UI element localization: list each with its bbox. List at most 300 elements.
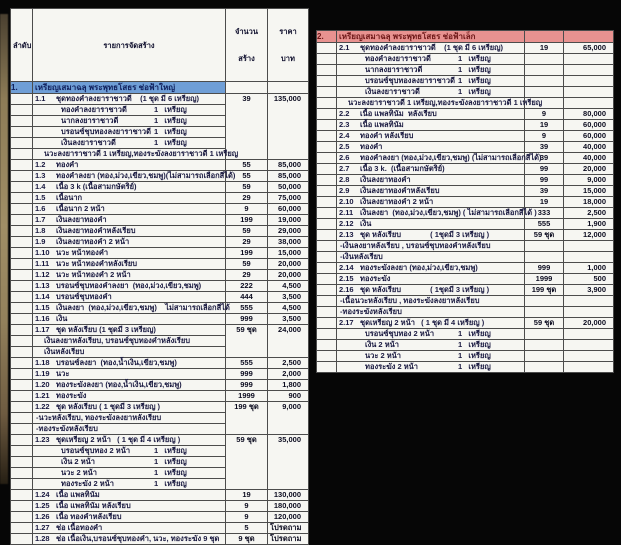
item-number: 2.4 — [339, 131, 350, 140]
item-number: 2.17 — [339, 318, 354, 327]
item-number: 1.20 — [35, 380, 50, 389]
item-note: -นวะหลังเรียบ, ทองระฆังลงยาหลังเรียบ — [33, 413, 226, 424]
item-cell — [33, 270, 226, 281]
price-cell: 20,000 — [268, 270, 309, 281]
item-label: เงินลงยาทองคำหลังเรียบ — [56, 226, 136, 235]
order-cell — [317, 362, 337, 373]
item-cell — [337, 142, 525, 153]
item-label: ช่อ เนื้อทองคำ — [56, 523, 103, 532]
price-cell: 1,000 — [564, 263, 614, 274]
item-label: ทองระฆังลงยา (ทอง,น้ำเงิน,เขียว,ชมพู) — [56, 380, 182, 389]
item-cell — [337, 197, 525, 208]
col-header-price — [268, 9, 309, 82]
item-label: ทองคำ — [360, 142, 383, 151]
price-cell: 60,000 — [268, 204, 309, 215]
table-row — [317, 285, 614, 296]
qty-cell — [525, 362, 564, 373]
col-header-qty — [226, 9, 268, 82]
item-number: 2.1 — [339, 43, 350, 52]
item-number: 2.5 — [339, 142, 350, 151]
table-row — [11, 358, 309, 369]
qty-cell: 39 — [525, 186, 564, 197]
item-cell — [33, 512, 226, 523]
item-number: 2.14 — [339, 263, 354, 272]
order-cell — [11, 292, 33, 303]
table-row — [11, 182, 309, 193]
item-number: 1.6 — [35, 204, 46, 213]
item-label: เนื้อ แพลทินัม หลังเรียบ — [360, 109, 437, 118]
item-number: 1.19 — [35, 369, 50, 378]
item-cell — [33, 446, 226, 457]
price-cell — [564, 241, 614, 252]
order-cell — [11, 435, 33, 446]
qty-cell: 999 — [226, 314, 268, 325]
qty-cell: 1999 — [525, 274, 564, 285]
item-number: 1.12 — [35, 270, 50, 279]
col-header-item: รายการจัดสร้าง — [33, 9, 226, 82]
item-cell — [337, 230, 525, 241]
item-label: เงิน 2 หน้า — [365, 340, 399, 349]
item-label: ช่อ เนื้อเงิน,บรอนซ์ชุบทองคำ, นวะ, ทองระฆัง 9 ชุด — [56, 534, 220, 543]
qty-cell: 222 — [226, 281, 268, 292]
table-row — [11, 292, 309, 303]
item-label: บรอนซ์ลงยา (ทอง,น้ำเงิน,เขียว,ชมพู) — [56, 358, 177, 367]
item-label: เงิน — [56, 314, 68, 323]
price-cell — [564, 340, 614, 351]
item-number: 1.13 — [35, 281, 50, 290]
item-label: นวะ หน้าทองคำ 2 หน้า — [56, 270, 131, 279]
section-empty-qty — [525, 31, 564, 43]
table-row — [317, 296, 614, 307]
table-row — [11, 226, 309, 237]
qty-cell: 199 — [226, 215, 268, 226]
table-row — [317, 318, 614, 329]
table-row — [317, 219, 614, 230]
section-number: 2. — [317, 31, 337, 43]
table-row — [317, 175, 614, 186]
price-cell: 500 — [564, 274, 614, 285]
order-cell — [317, 76, 337, 87]
item-cell — [33, 215, 226, 226]
section-number: 1. — [11, 82, 33, 94]
item-label: นวะ หน้าทองคำหลังเรียบ — [56, 259, 138, 268]
qty-cell: 5 — [226, 523, 268, 534]
order-cell — [317, 241, 337, 252]
item-label: ชุดทองคำลงยาราชาวดี (1 ชุด มี 6 เหรียญ) — [56, 94, 200, 103]
item-number: 2.16 — [339, 285, 354, 294]
qty-cell: 39 — [525, 153, 564, 164]
price-cell: 65,000 — [564, 43, 614, 54]
item-cell — [33, 369, 226, 380]
price-cell: 20,000 — [564, 318, 614, 329]
table-row — [11, 402, 309, 413]
order-cell — [11, 523, 33, 534]
qty-cell: 9 — [226, 512, 268, 523]
item-label: เงินลงยาทองคำ — [360, 175, 411, 184]
qty-cell: 999 — [525, 263, 564, 274]
item-cell — [337, 109, 525, 120]
order-cell — [317, 340, 337, 351]
order-cell — [317, 186, 337, 197]
table-row — [11, 237, 309, 248]
order-cell — [317, 164, 337, 175]
table-row — [317, 43, 614, 54]
item-number: 1.14 — [35, 292, 50, 301]
price-cell: 9,000 — [268, 402, 309, 435]
order-cell — [11, 501, 33, 512]
price-cell: 19,000 — [268, 215, 309, 226]
table-row — [11, 303, 309, 314]
item-number: 1.10 — [35, 248, 50, 257]
order-cell — [317, 351, 337, 362]
section-title: เหรียญเสมาฉลุ พระพุทธโสธร ช่อฟ้าเล็ก — [337, 31, 525, 43]
qty-cell — [525, 340, 564, 351]
item-number: 2.10 — [339, 197, 354, 206]
item-cell — [33, 402, 226, 413]
item-label: เงินลงยาทองคำ — [56, 215, 107, 224]
table-row — [11, 94, 309, 105]
order-cell — [11, 259, 33, 270]
item-label: ชุด หลังเรียบ ( 1 ชุดมี 3 เหรียญ ) — [56, 402, 161, 411]
qty-cell: 9 — [226, 501, 268, 512]
item-cell — [33, 138, 226, 149]
item-cell — [337, 120, 525, 131]
item-cell — [33, 490, 226, 501]
item-label: ทองระฆัง 2 หน้า — [61, 479, 115, 488]
item-count: 1 เหรียญ — [458, 65, 491, 74]
order-cell — [11, 336, 33, 347]
price-cell: 38,000 — [268, 237, 309, 248]
item-label: เนื้อ 3 k (เนื้อสามกษัตริย์) — [56, 182, 137, 191]
item-number: 1.7 — [35, 215, 46, 224]
item-label: เนื้อ 3 k. (เนื้อสามกษัตริย์) — [360, 164, 445, 173]
table-row — [317, 340, 614, 351]
item-count: 1 เหรียญ — [458, 340, 491, 349]
item-cell — [337, 318, 525, 329]
item-label: ทองคำลงยา (ทอง,ม่วง,เขียว,ชมพู)(ไม่สามารถเลือกสีได้) — [56, 171, 236, 180]
item-cell — [33, 94, 226, 105]
col-header-price-line2: บาท — [281, 54, 295, 63]
item-note: นวะลงยาราชาวดี 1 เหรียญ,ทองระฆังลงยาราชาวดี 1 เหรียญ — [337, 98, 525, 109]
price-table-small-coins — [316, 30, 614, 373]
item-label: เนื้อ แพลทินัม หลังเรียบ — [56, 501, 131, 510]
table-row — [317, 54, 614, 65]
item-note: -เงินลงยาหลังเรียบ , บรอนซ์ชุบทองคำหลังเรียบ — [337, 241, 525, 252]
qty-cell: 59 — [226, 182, 268, 193]
item-cell — [33, 457, 226, 468]
table-row — [317, 274, 614, 285]
item-cell — [337, 285, 525, 296]
item-cell — [33, 116, 226, 127]
table-row — [11, 248, 309, 259]
item-count: 1 เหรียญ — [458, 351, 491, 360]
order-cell — [11, 457, 33, 468]
price-cell: 180,000 — [268, 501, 309, 512]
qty-cell — [525, 252, 564, 263]
item-label: เงินลงยาราชาวดี — [61, 138, 116, 147]
item-label: เนื้อนาก — [56, 193, 83, 202]
order-cell — [11, 149, 33, 160]
order-cell — [317, 318, 337, 329]
order-cell — [11, 512, 33, 523]
item-cell — [33, 259, 226, 270]
qty-cell — [525, 54, 564, 65]
table-row — [11, 512, 309, 523]
item-label: เงินลงยา (ทอง,ม่วง,เขียว,ชมพู) ( ไม่สามารถเลือกสีได้ ) — [360, 208, 537, 217]
order-cell — [317, 120, 337, 131]
qty-cell — [525, 76, 564, 87]
table-row — [317, 87, 614, 98]
item-label: เงินลงยาทองคำ 2 หน้า — [56, 237, 130, 246]
item-cell — [337, 362, 525, 373]
item-label: ชุด หลังเรียบ ( 1ชุดมี 3 เหรียญ ) — [360, 230, 490, 239]
item-label: ทองระฆังลงยา (ทอง,ม่วง,เขียว,ชมพู) — [360, 263, 478, 272]
order-cell — [11, 490, 33, 501]
qty-cell: 59 — [226, 259, 268, 270]
item-label: ชุดทองคำลงยาราชาวดี (1 ชุด มี 6 เหรียญ) — [360, 43, 504, 52]
qty-cell — [525, 65, 564, 76]
order-cell — [317, 54, 337, 65]
item-label: บรอนซ์ชุบทองคำ — [56, 292, 112, 301]
item-number: 1.22 — [35, 402, 50, 411]
order-cell — [11, 105, 33, 116]
table-row — [11, 215, 309, 226]
order-cell — [11, 446, 33, 457]
item-cell — [337, 43, 525, 54]
item-note: -เงินหลังเรียบ — [337, 252, 525, 263]
order-cell — [11, 270, 33, 281]
item-cell — [33, 292, 226, 303]
order-cell — [11, 204, 33, 215]
item-cell — [33, 435, 226, 446]
order-cell — [11, 248, 33, 259]
item-number: 1.28 — [35, 534, 50, 543]
price-cell: 1,800 — [268, 380, 309, 391]
table-row — [317, 131, 614, 142]
price-cell: 130,000 — [268, 490, 309, 501]
item-cell — [33, 281, 226, 292]
item-cell — [337, 219, 525, 230]
qty-cell: 9 ชุด — [226, 534, 268, 545]
qty-cell: 39 — [226, 94, 268, 160]
item-number: 1.8 — [35, 226, 46, 235]
item-label: นวะ 2 หน้า — [61, 468, 97, 477]
price-cell: 12,000 — [564, 230, 614, 241]
qty-cell: 333 — [525, 208, 564, 219]
table-row — [317, 197, 614, 208]
price-cell: 4,500 — [268, 303, 309, 314]
order-cell — [317, 252, 337, 263]
item-cell — [337, 274, 525, 285]
item-number: 2.12 — [339, 219, 354, 228]
table-row — [317, 98, 614, 109]
item-label: ทองคำลงยาราชาวดี — [365, 54, 431, 63]
qty-cell: 555 — [226, 358, 268, 369]
qty-cell — [525, 329, 564, 340]
table-row — [317, 76, 614, 87]
price-cell: 1,900 — [564, 219, 614, 230]
price-cell: 85,000 — [268, 160, 309, 171]
item-count: 1 เหรียญ — [154, 457, 187, 466]
item-cell — [337, 263, 525, 274]
item-cell — [337, 87, 525, 98]
table-row — [317, 142, 614, 153]
table-row — [317, 186, 614, 197]
section-empty-qty — [226, 82, 268, 94]
item-number: 1.3 — [35, 171, 46, 180]
qty-cell: 59 ชุด — [525, 230, 564, 241]
order-cell — [317, 285, 337, 296]
order-cell — [317, 307, 337, 318]
item-number: 2.6 — [339, 153, 350, 162]
order-cell — [11, 193, 33, 204]
table-row — [317, 263, 614, 274]
item-number: 1.15 — [35, 303, 50, 312]
table-row — [317, 351, 614, 362]
section-header-row — [11, 82, 309, 94]
item-number: 2.15 — [339, 274, 354, 283]
item-number: 2.7 — [339, 164, 350, 173]
item-label: ทองคำ — [56, 160, 79, 169]
price-cell: 135,000 — [268, 94, 309, 160]
item-cell — [33, 226, 226, 237]
qty-cell — [525, 351, 564, 362]
qty-cell — [525, 307, 564, 318]
order-cell — [11, 171, 33, 182]
item-number: 1.18 — [35, 358, 50, 367]
price-cell — [564, 296, 614, 307]
table-row — [11, 380, 309, 391]
col-header-order: ลำดับ — [11, 9, 33, 82]
item-number: 2.9 — [339, 186, 350, 195]
item-cell — [33, 237, 226, 248]
price-cell: 60,000 — [564, 120, 614, 131]
price-cell: โปรดถาม — [268, 523, 309, 534]
item-label: ชุด หลังเรียบ (1 ชุดมี 3 เหรียญ) — [56, 325, 156, 334]
item-count: 1 เหรียญ — [154, 127, 187, 136]
order-cell — [11, 468, 33, 479]
item-label: บรอนซ์ชุบทอง 2 หน้า — [365, 329, 435, 338]
item-cell — [33, 160, 226, 171]
price-cell: 20,000 — [268, 259, 309, 270]
order-cell — [11, 479, 33, 490]
table-row — [317, 241, 614, 252]
item-number: 1.17 — [35, 325, 50, 334]
table-row — [317, 65, 614, 76]
item-count: 1 เหรียญ — [154, 138, 187, 147]
qty-cell: 9 — [226, 204, 268, 215]
item-cell — [33, 303, 230, 314]
qty-cell: 29 — [226, 237, 268, 248]
table-row — [11, 369, 309, 380]
order-cell — [317, 274, 337, 285]
item-label: นวะ 2 หน้า — [365, 351, 401, 360]
price-cell: 2,000 — [268, 369, 309, 380]
price-cell — [564, 307, 614, 318]
qty-cell: 199 ชุด — [226, 402, 268, 435]
item-note: -เนื้อนวะหลังเรียบ , ทองระฆังลงยาหลังเรียบ — [337, 296, 525, 307]
price-cell: 15,000 — [564, 186, 614, 197]
qty-cell: 9 — [525, 131, 564, 142]
item-label: เงินลงยาทองคำ 2 หน้า — [360, 197, 434, 206]
item-number: 2.3 — [339, 120, 350, 129]
item-number: 1.27 — [35, 523, 50, 532]
price-cell: 2,500 — [268, 358, 309, 369]
price-cell: 40,000 — [564, 153, 614, 164]
item-label: นวะ หน้าทองคำ — [56, 248, 109, 257]
item-number: 1.25 — [35, 501, 50, 510]
order-cell — [11, 237, 33, 248]
item-count: 1 เหรียญ — [154, 105, 187, 114]
price-cell — [564, 252, 614, 263]
item-number: 2.11 — [339, 208, 354, 217]
item-cell — [33, 358, 226, 369]
item-cell — [337, 54, 525, 65]
col-header-qty-line1: จำนวน — [234, 27, 259, 36]
table-row — [317, 109, 614, 120]
price-table-large-coins — [10, 8, 309, 545]
price-cell: 60,000 — [564, 131, 614, 142]
section-header-row — [317, 31, 614, 43]
table-row — [317, 164, 614, 175]
item-label: เนื้อนาก 2 หน้า — [56, 204, 105, 213]
qty-cell: 39 — [525, 142, 564, 153]
price-cell — [564, 65, 614, 76]
item-cell — [33, 105, 226, 116]
item-number: 1.4 — [35, 182, 46, 191]
item-count: 1 เหรียญ — [458, 329, 491, 338]
item-number: 1.24 — [35, 490, 50, 499]
order-cell — [11, 380, 33, 391]
qty-cell: 19 — [226, 490, 268, 501]
item-cell — [337, 208, 537, 219]
item-count: 1 เหรียญ — [154, 446, 187, 455]
order-cell — [317, 197, 337, 208]
table-row — [11, 281, 309, 292]
item-label: บรอนซ์ชุบทองลงยาราชาวดี — [365, 76, 455, 85]
item-cell — [337, 175, 525, 186]
item-count: 1 เหรียญ — [458, 362, 491, 371]
item-cell — [337, 131, 525, 142]
order-cell — [11, 369, 33, 380]
item-cell — [33, 534, 226, 545]
item-cell — [33, 380, 226, 391]
item-label: นวะ — [56, 369, 70, 378]
price-cell: 75,000 — [268, 193, 309, 204]
item-cell — [337, 65, 525, 76]
order-cell — [11, 347, 33, 358]
item-cell — [337, 153, 542, 164]
table-row — [317, 307, 614, 318]
price-cell: 900 — [268, 391, 309, 402]
price-cell — [564, 54, 614, 65]
qty-cell: 555 — [226, 303, 268, 314]
table-row — [11, 391, 309, 402]
item-label: นากลงยาราชาวดี — [365, 65, 423, 74]
order-cell — [317, 263, 337, 274]
table-row — [317, 230, 614, 241]
order-cell — [11, 391, 33, 402]
order-cell — [11, 226, 33, 237]
item-label: เงิน 2 หน้า — [61, 457, 95, 466]
qty-cell: 19 — [525, 197, 564, 208]
item-number: 1.2 — [35, 160, 46, 169]
order-cell — [317, 230, 337, 241]
qty-cell: 55 — [226, 171, 268, 182]
item-label: บรอนซ์ชุบทองคำลงยา (ทอง,ม่วง,เขียว,ชมพู) — [56, 281, 202, 290]
item-count: 1 เหรียญ — [458, 87, 491, 96]
order-cell — [11, 534, 33, 545]
